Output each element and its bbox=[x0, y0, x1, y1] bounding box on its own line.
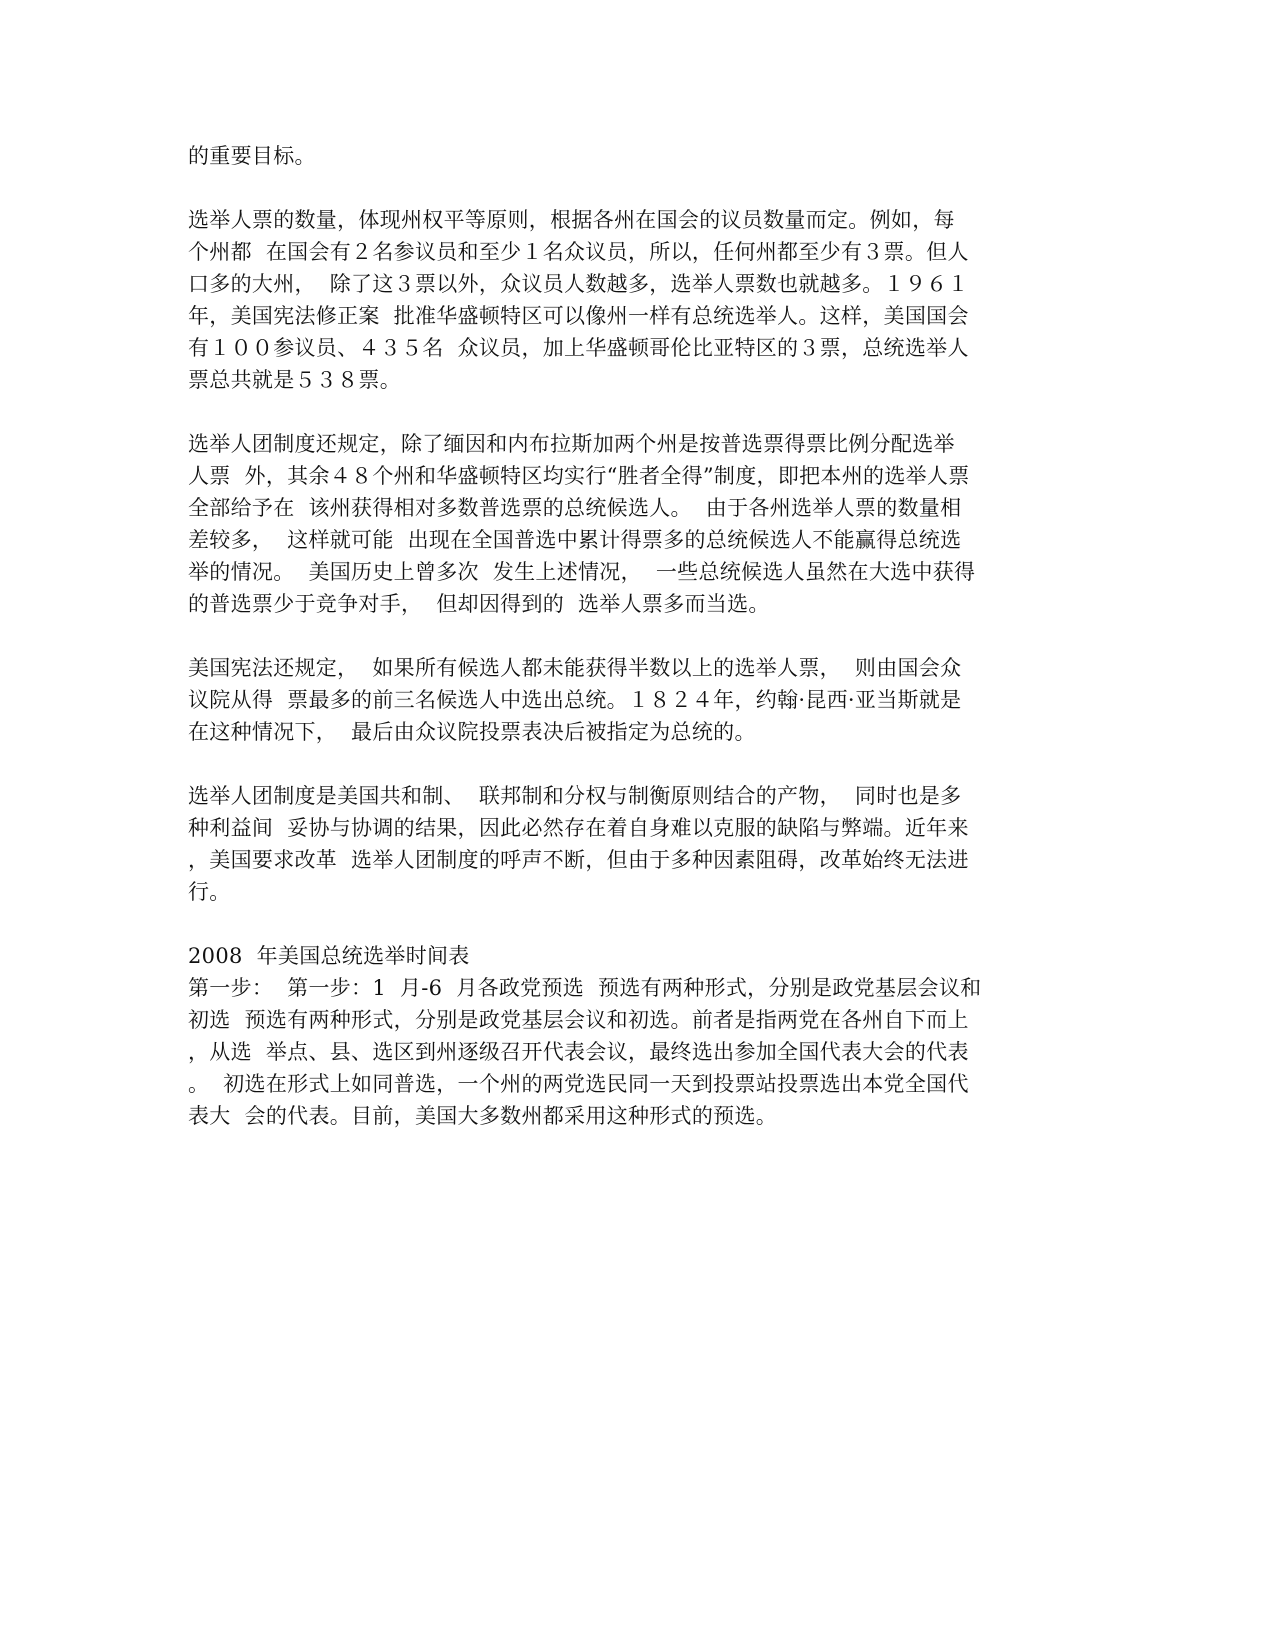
paragraph-winner-take-all bbox=[188, 428, 1093, 620]
text-line: 差较多， 这样就可能 出现在全国普选中累计得票多的总统候选人不能赢得总统选 bbox=[188, 528, 962, 552]
text-line: 全部给予在 该州获得相对多数普选票的总统候选人。 由于各州选举人票的数量相 bbox=[188, 496, 962, 520]
text-line: 的重要目标。 bbox=[188, 144, 316, 168]
document-body bbox=[188, 140, 1093, 1132]
text-line: ，从选 举点、县、选区到州逐级召开代表会议，最终选出参加全国代表大会的代表 bbox=[188, 1040, 969, 1064]
paragraph-house-election bbox=[188, 652, 1093, 748]
text-line: 年，美国宪法修正案 批准华盛顿特区可以像州一样有总统选举人。这样，美国国会 bbox=[188, 304, 969, 328]
text-line: ，美国要求改革 选举人团制度的呼声不断，但由于多种因素阻碍，改革始终无法进 bbox=[188, 848, 969, 872]
text-line: 。 初选在形式上如同普选，一个州的两党选民同一天到投票站投票选出本党全国代 bbox=[188, 1072, 969, 1096]
text-line: 选举人团制度还规定，除了缅因和内布拉斯加两个州是按普选票得票比例分配选举 bbox=[188, 432, 955, 456]
text-line: 在这种情况下， 最后由众议院投票表决后被指定为总统的。 bbox=[188, 720, 756, 744]
text-line: 选举人票的数量，体现州权平等原则，根据各州在国会的议员数量而定。例如，每 bbox=[188, 208, 955, 232]
text-line: 有１００参议员、４３５名 众议员，加上华盛顿哥伦比亚特区的３票，总统选举人 bbox=[188, 336, 969, 360]
text-line: 票总共就是５３８票。 bbox=[188, 368, 401, 392]
paragraph-2008-timeline bbox=[188, 940, 1093, 1132]
text-line: 口多的大州， 除了这３票以外，众议员人数越多，选举人票数也就越多。１９６１ bbox=[188, 272, 969, 296]
text-line: 的普选票少于竞争对手， 但却因得到的 选举人票多而当选。 bbox=[188, 592, 770, 616]
paragraph-electoral-vote-count bbox=[188, 204, 1093, 396]
text-line: 人票 外，其余４８个州和华盛顿特区均实行“胜者全得”制度，即把本州的选举人票 bbox=[188, 464, 970, 488]
text-line: 美国宪法还规定， 如果所有候选人都未能获得半数以上的选举人票， 则由国会众 bbox=[188, 656, 962, 680]
text-line: 种利益间 妥协与协调的结果，因此必然存在着自身难以克服的缺陷与弊端。近年来 bbox=[188, 816, 969, 840]
paragraph-system-critique bbox=[188, 780, 1093, 908]
text-line: 举的情况。 美国历史上曾多次 发生上述情况， 一些总统候选人虽然在大选中获得 bbox=[188, 560, 976, 584]
text-line: 行。 bbox=[188, 880, 231, 904]
text-line: 个州都 在国会有２名参议员和至少１名众议员，所以，任何州都至少有３票。但人 bbox=[188, 240, 969, 264]
section-heading: 2008 年美国总统选举时间表 bbox=[188, 944, 470, 968]
paragraph-intro-tail bbox=[188, 140, 1093, 172]
text-line: 第一步： 第一步：1 月-6 月各政党预选 预选有两种形式，分别是政党基层会议和 bbox=[188, 976, 982, 1000]
text-line: 议院从得 票最多的前三名候选人中选出总统。１８２４年，约翰·昆西·亚当斯就是 bbox=[188, 688, 962, 712]
text-line: 初选 预选有两种形式，分别是政党基层会议和初选。前者是指两党在各州自下而上 bbox=[188, 1008, 969, 1032]
text-line: 表大 会的代表。目前，美国大多数州都采用这种形式的预选。 bbox=[188, 1104, 778, 1128]
text-line: 选举人团制度是美国共和制、 联邦制和分权与制衡原则结合的产物， 同时也是多 bbox=[188, 784, 962, 808]
